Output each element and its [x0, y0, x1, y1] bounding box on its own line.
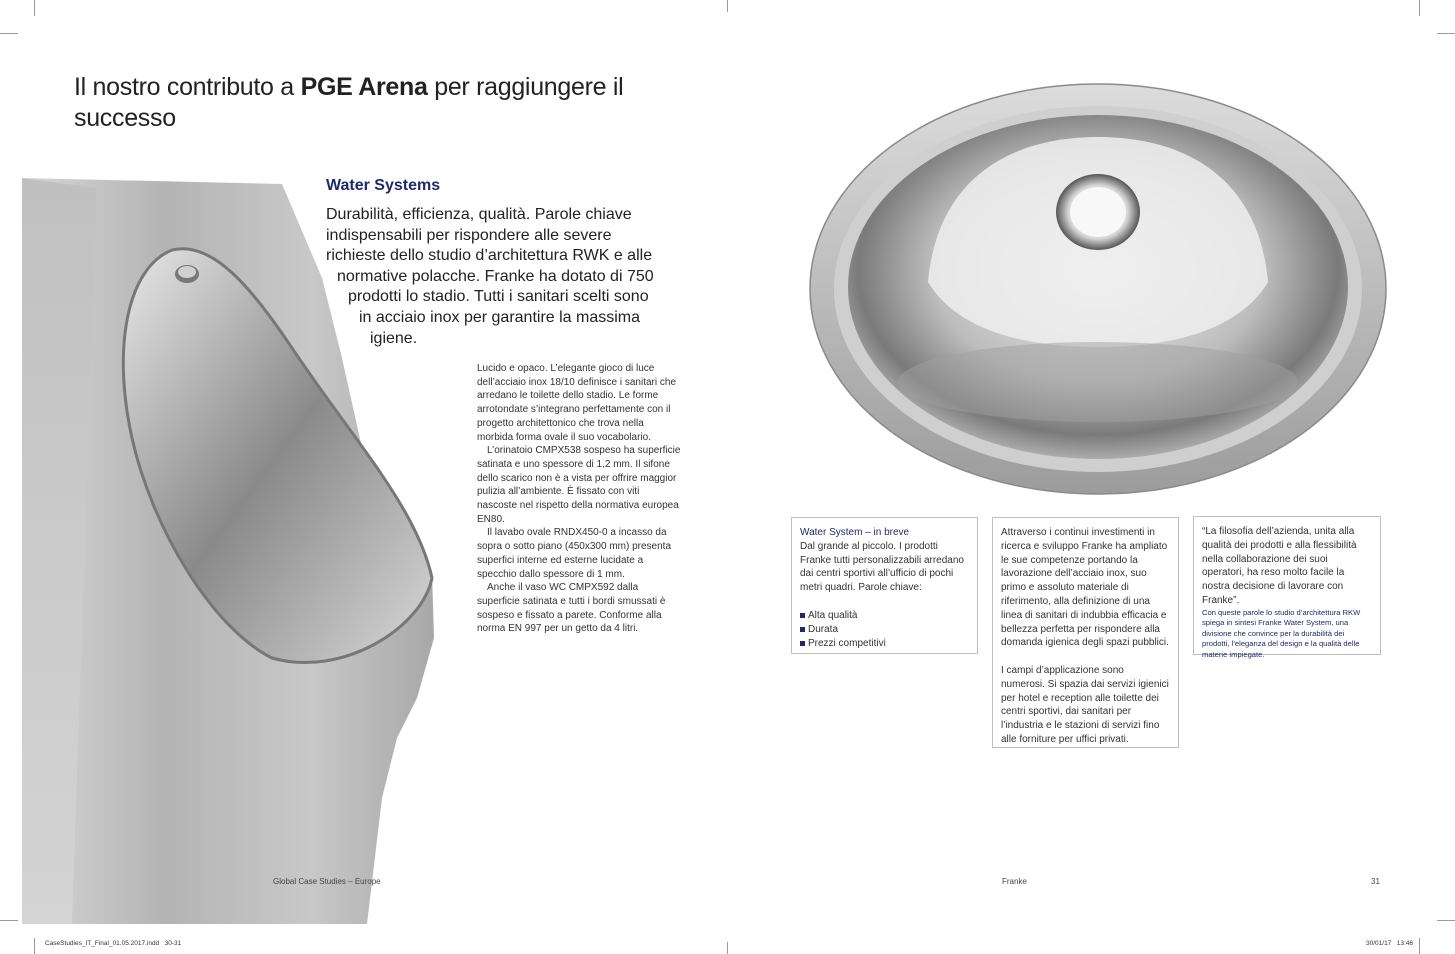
lead-line: richieste dello studio d’architettura RWK e alle [326, 247, 653, 265]
sink-photo [808, 82, 1388, 496]
body-paragraph: Lucido e opaco. L’elegante gioco di luce dell’acciaio inox 18/10 definisce i sanitari che arredano le toilette dello stadio. Le forme arrotondate s’integrano perfettamente con il progetto architettonico che trova nella morbida forma ovale il suo vocabolario. [477, 363, 677, 443]
lead-line: Durabilità, efficienza, qualità. Parole chiave [326, 206, 632, 223]
title-prefix: Il nostro contributo a [74, 73, 294, 101]
body-text [477, 362, 682, 636]
lead-line: normative polacche. Franke ha dotato di 750 [337, 267, 654, 285]
title-line2: successo [74, 104, 176, 132]
box-paragraph: I campi d’applicazione sono numerosi. Si spazia dai servizi igienici per hotel e reception alle toilette dei centri sportivi, dai sanitari per l’industria e le stazioni di servizi fino alle forniture per uffici privati. [1001, 664, 1169, 745]
slug-date: 30/01/17 13:46 [1366, 940, 1413, 947]
page-number: 31 [1371, 877, 1380, 886]
title-bold: PGE Arena [300, 73, 428, 101]
slug-file: CaseStudies_IT_Final_01.05.2017.indd 30-31 [45, 940, 182, 947]
keyword-item: Alta qualità [800, 609, 969, 623]
body-paragraph: Il lavabo ovale RNDX450-0 a incasso da sopra o sotto piano (450x300 mm) presenta superfici interne ed esterne lucidate a specchio dallo spessore di 1 mm. [477, 527, 671, 580]
body-paragraph: Anche il vaso WC CMPX592 dalla superficie satinata e tutti i bordi smussati è sospeso e fissato a parete. Conforme alla norma EN 997 per un getto da 4 litri. [477, 582, 666, 635]
info-box-in-breve [791, 517, 978, 654]
quote-source: Con queste parole lo studio d’architettura RKW spiega in sintesi Franke Water System, una divisione che convince per la durabilità dei prodotti, l’eleganza del design e la qualità delle materie impiegate. [1202, 607, 1361, 659]
keyword-list [800, 609, 969, 650]
lead-line: in acciaio inox per garantire la massima [359, 308, 641, 326]
body-paragraph: L’orinatoio CMPX538 sospeso ha superficie satinata e uno spessore di 1,2 mm. Il sifone dello scarico non è a vista per offrire maggior pulizia all’ambiente. È fissato con viti nascoste nel rispetto della normativa europea EN80. [477, 445, 681, 525]
left-footer: Global Case Studies – Europe [273, 877, 381, 886]
box-paragraph: Attraverso i continui investimenti in ricerca e sviluppo Franke ha ampliato le sue competenze portando la lavorazione dell’acciaio inox, suo primo e assoluto materiale di riferimento, alla definizione di una linea di sanitari di indubbia efficacia e bellezza perfetta per rispondere alla domanda igienica degli spazi pubblici. [1001, 527, 1169, 649]
section-title: Water Systems [326, 177, 441, 194]
box-heading: Water System – in breve [800, 527, 910, 538]
keyword-item: Prezzi competitivi [800, 637, 969, 651]
right-footer-brand: Franke [1002, 877, 1027, 886]
quote-text: “La filosofia dell’azienda, unita alla qualità dei prodotti e alla flessibilità nella collaborazione dei suoi operatori, ha reso molto facile la nostra decisione di lavorare con Franke”. [1202, 526, 1357, 606]
lead-line: prodotti lo stadio. Tutti i sanitari scelti sono [348, 288, 649, 306]
lead-line: indispensabili per rispondere alle severe [326, 226, 612, 244]
info-box-investimenti [992, 517, 1179, 748]
quote-box [1193, 516, 1381, 659]
title-suffix: per raggiungere il [434, 73, 624, 101]
keyword-item: Durata [800, 623, 969, 637]
box-text: Dal grande al piccolo. I prodotti Franke tutti personalizzabili arredano dai centri sportivi all’ufficio di pochi metri quadri. Parole chiave: [800, 540, 964, 594]
page-title [74, 72, 634, 134]
lead-paragraph [326, 205, 666, 349]
lead-line: igiene. [370, 329, 418, 347]
